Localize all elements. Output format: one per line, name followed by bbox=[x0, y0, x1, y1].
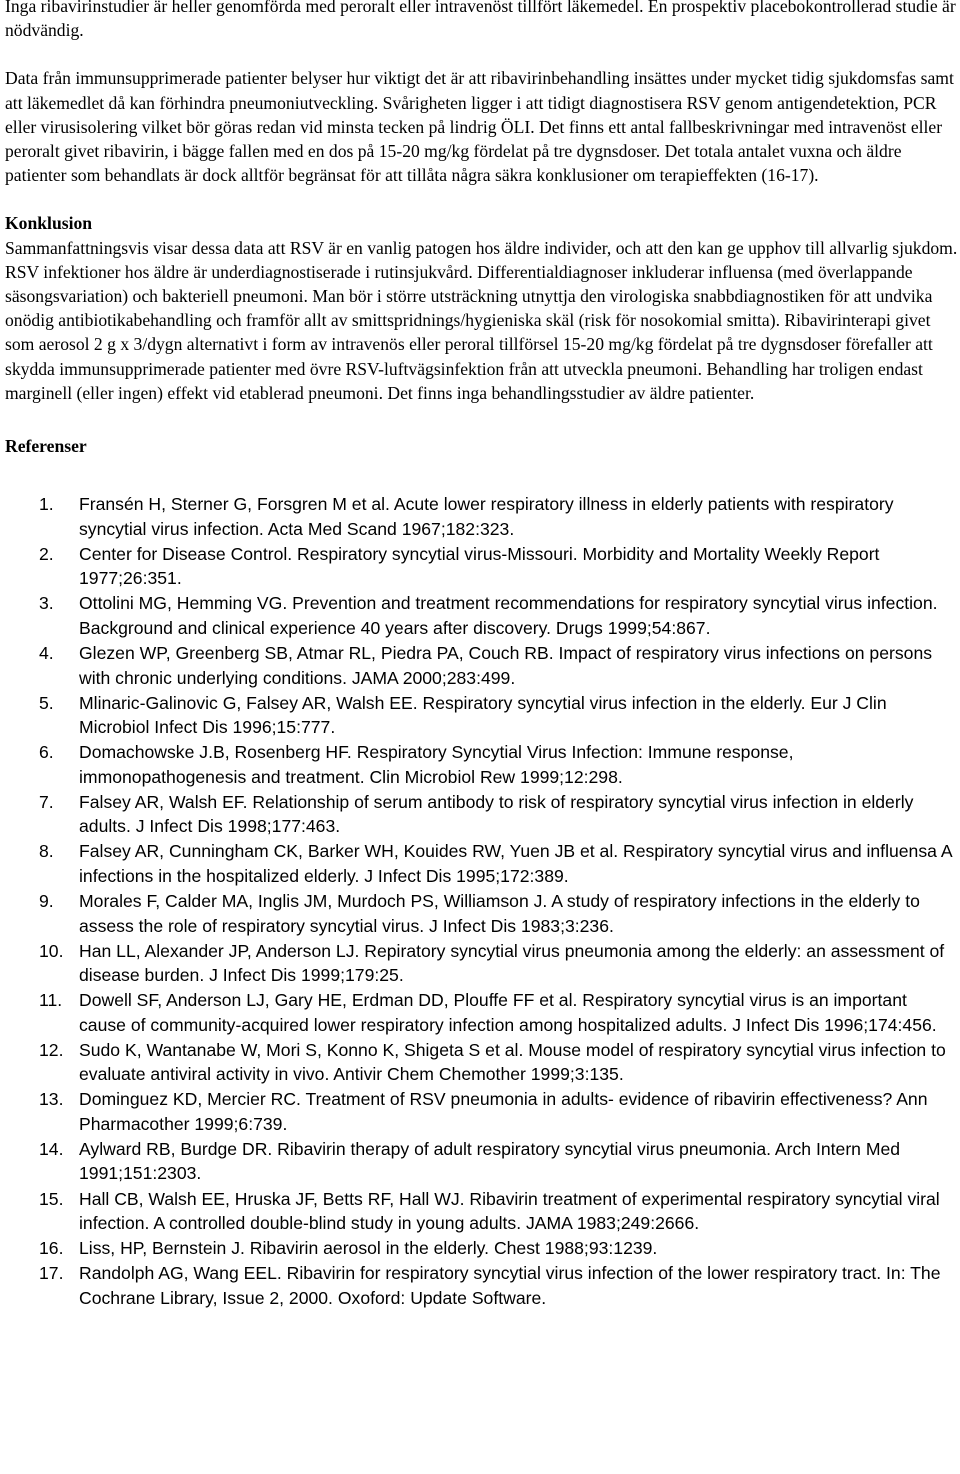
reference-number: 2. bbox=[39, 543, 54, 564]
reference-text: Mlinaric-Galinovic G, Falsey AR, Walsh EE. Respiratory syncytial virus infection in the elderly. Eur J Clin Microbiol Infect Dis 1996;15:777. bbox=[79, 692, 887, 738]
referenser-heading: Referenser bbox=[5, 436, 87, 457]
reference-text: Dowell SF, Anderson LJ, Gary HE, Erdman DD, Plouffe FF et al. Respiratory syncytial virus is an important cause of community-acquired lower respiratory infection among hospitalized adults. J Infect Dis 1996;174:456. bbox=[79, 990, 937, 1035]
reference-item bbox=[5, 1087, 958, 1136]
intro-paragraph: Inga ribavirinstudier är heller genomförda med peroralt eller intravenöst tillfört läkemedel. En prospektiv placebokontrollerad studie är nödvändig. bbox=[5, 0, 956, 41]
reference-text: Han LL, Alexander JP, Anderson LJ. Repiratory syncytial virus pneumonia among the elderly: an assessment of disease burden. J Infect Dis 1999;179:25. bbox=[79, 940, 945, 986]
reference-number: 9. bbox=[39, 891, 54, 911]
reference-text: Glezen WP, Greenberg SB, Atmar RL, Piedra PA, Couch RB. Impact of respiratory virus infections on persons with chronic underlying conditions. JAMA 2000;283:499. bbox=[79, 643, 933, 688]
reference-number: 11. bbox=[39, 990, 63, 1011]
reference-number: 17. bbox=[39, 1263, 64, 1284]
reference-text: Randolph AG, Wang EEL. Ribavirin for respiratory syncytial virus infection of the lower respiratory tract. In: The Cochrane Library, Issue 2, 2000. Oxoford: Update Software. bbox=[79, 1263, 941, 1308]
reference-text: Ottolini MG, Hemming VG. Prevention and treatment recommendations for respiratory syncytial virus infection. Background and clinical experience 40 years after discovery. Drugs 1999;54:867. bbox=[79, 593, 938, 638]
reference-item bbox=[5, 790, 958, 839]
reference-number: 3. bbox=[39, 593, 54, 614]
reference-item bbox=[5, 591, 958, 640]
reference-number: 15. bbox=[39, 1188, 64, 1209]
reference-text: Falsey AR, Walsh EF. Relationship of serum antibody to risk of respiratory syncytial virus infection in elderly adults. J Infect Dis 1998;177:463. bbox=[79, 791, 914, 837]
reference-number: 1. bbox=[39, 494, 54, 515]
reference-item bbox=[5, 492, 958, 541]
reference-item bbox=[5, 1137, 958, 1186]
reference-number: 4. bbox=[39, 643, 54, 664]
reference-list bbox=[5, 492, 958, 1310]
reference-item bbox=[5, 691, 958, 740]
reference-text: Hall CB, Walsh EE, Hruska JF, Betts RF, Hall WJ. Ribavirin treatment of experimental respiratory syncytial viral infection. A controlled double-blind study in young adults. JAMA 1983;249:2666. bbox=[79, 1188, 940, 1234]
document-page bbox=[5, 0, 958, 1310]
reference-item bbox=[5, 740, 958, 789]
reference-text: Morales F, Calder MA, Inglis JM, Murdoch PS, Williamson J. A study of respiratory infections in the elderly to assess the role of respiratory syncytial virus. J Infect Dis 1983;3:236. bbox=[79, 891, 920, 936]
reference-item bbox=[5, 988, 958, 1037]
reference-text: Liss, HP, Bernstein J. Ribavirin aerosol in the elderly. Chest 1988;93:1239. bbox=[79, 1238, 658, 1259]
reference-text: Domachowske J.B, Rosenberg HF. Respiratory Syncytial Virus Infection: Immune response, immonopathogenesis and treatment. Clin Microbiol Rew 1999;12:298. bbox=[79, 742, 794, 787]
reference-number: 8. bbox=[39, 841, 54, 862]
reference-text: Fransén H, Sterner G, Forsgren M et al. Acute lower respiratory illness in elderly patients with respiratory syncytial virus infection. Acta Med Scand 1967;182:323. bbox=[79, 494, 894, 539]
reference-number: 10. bbox=[39, 940, 64, 961]
reference-item bbox=[5, 542, 958, 591]
reference-number: 16. bbox=[39, 1238, 64, 1259]
reference-item bbox=[5, 1187, 958, 1236]
reference-number: 14. bbox=[39, 1138, 64, 1159]
reference-item bbox=[5, 839, 958, 888]
reference-item bbox=[5, 1261, 958, 1310]
reference-text: Falsey AR, Cunningham CK, Barker WH, Kouides RW, Yuen JB et al. Respiratory syncytial virus and influensa A infections in the hospitalized elderly. J Infect Dis 1995;172:389. bbox=[79, 841, 952, 886]
reference-text: Aylward RB, Burdge DR. Ribavirin therapy of adult respiratory syncytial virus pneumonia. Arch Intern Med 1991;151:2303. bbox=[79, 1138, 901, 1184]
reference-item bbox=[5, 641, 958, 690]
data-paragraph: Data från immunsupprimerade patienter belyser hur viktigt det är att ribavirinbehandling insättes under mycket tidig sjukdomsfas samt att läkemedlet då kan förhindra pneumoniutveckling. Svårigheten ligger i att tidigt diagnostisera RSV genom antigendetektion, PCR eller virusisolering vilket bör göras redan vid minsta tecken på lindrig ÖLI. Det finns ett antal fallbeskrivningar med intravenöst eller peroralt givet ribavirin, i bägge fallen med en dos på 15-20 mg/kg fördelat på tre dygnsdoser. Det totala antalet vuxna och äldre patienter som behandlats är dock alltför begränsat för att tillåta några säkra konklusioner om terapieffekten (16-17). bbox=[5, 68, 954, 186]
reference-number: 12. bbox=[39, 1039, 64, 1060]
reference-item bbox=[5, 1038, 958, 1087]
reference-number: 13. bbox=[39, 1089, 64, 1110]
reference-text: Center for Disease Control. Respiratory syncytial virus-Missouri. Morbidity and Mortality Weekly Report 1977;26:351. bbox=[79, 543, 880, 589]
reference-number: 6. bbox=[39, 742, 54, 763]
reference-number: 5. bbox=[39, 692, 54, 713]
reference-text: Dominguez KD, Mercier RC. Treatment of RSV pneumonia in adults- evidence of ribavirin effectiveness? Ann Pharmacother 1999;6:739. bbox=[79, 1089, 928, 1134]
reference-item bbox=[5, 1236, 958, 1261]
konklusion-heading: Konklusion bbox=[5, 213, 93, 234]
reference-item bbox=[5, 889, 958, 938]
reference-text: Sudo K, Wantanabe W, Mori S, Konno K, Shigeta S et al. Mouse model of respiratory syncytial virus infection to evaluate antiviral activity in vivo. Antivir Chem Chemother 1999;3:135. bbox=[79, 1039, 946, 1085]
reference-number: 7. bbox=[39, 791, 54, 812]
reference-item bbox=[5, 939, 958, 988]
konklusion-paragraph: Sammanfattningsvis visar dessa data att RSV är en vanlig patogen hos äldre individer, och att den kan ge upphov till allvarlig sjukdom. RSV infektioner hos äldre är underdiagnostiserade i rutinsjukvård. Differentialdiagnoser inkluderar influensa (med överlappande säsongsvariation) och bakteriell pneumoni. Man bör i större utsträckning utnyttja den virologiska snabbdiagnostiken för att undvika onödig antibiotikabehandling och framför allt av smittspridnings/hygieniska skäl (risk för nosokomial smitta). Ribavirinterapi givet som aerosol 2 g x 3/dygn alternativt i form av intravenös eller peroral tillförsel 15-20 mg/kg fördelat på tre dygnsdoser förefaller att skydda immunsupprimerade patienter med övre RSV-luftvägsinfektion från att utveckla pneumoni. Behandling har troligen endast marginell (eller ingen) effekt vid etablerad pneumoni. Det finns inga behandlingsstudier av äldre patienter. bbox=[5, 237, 958, 403]
